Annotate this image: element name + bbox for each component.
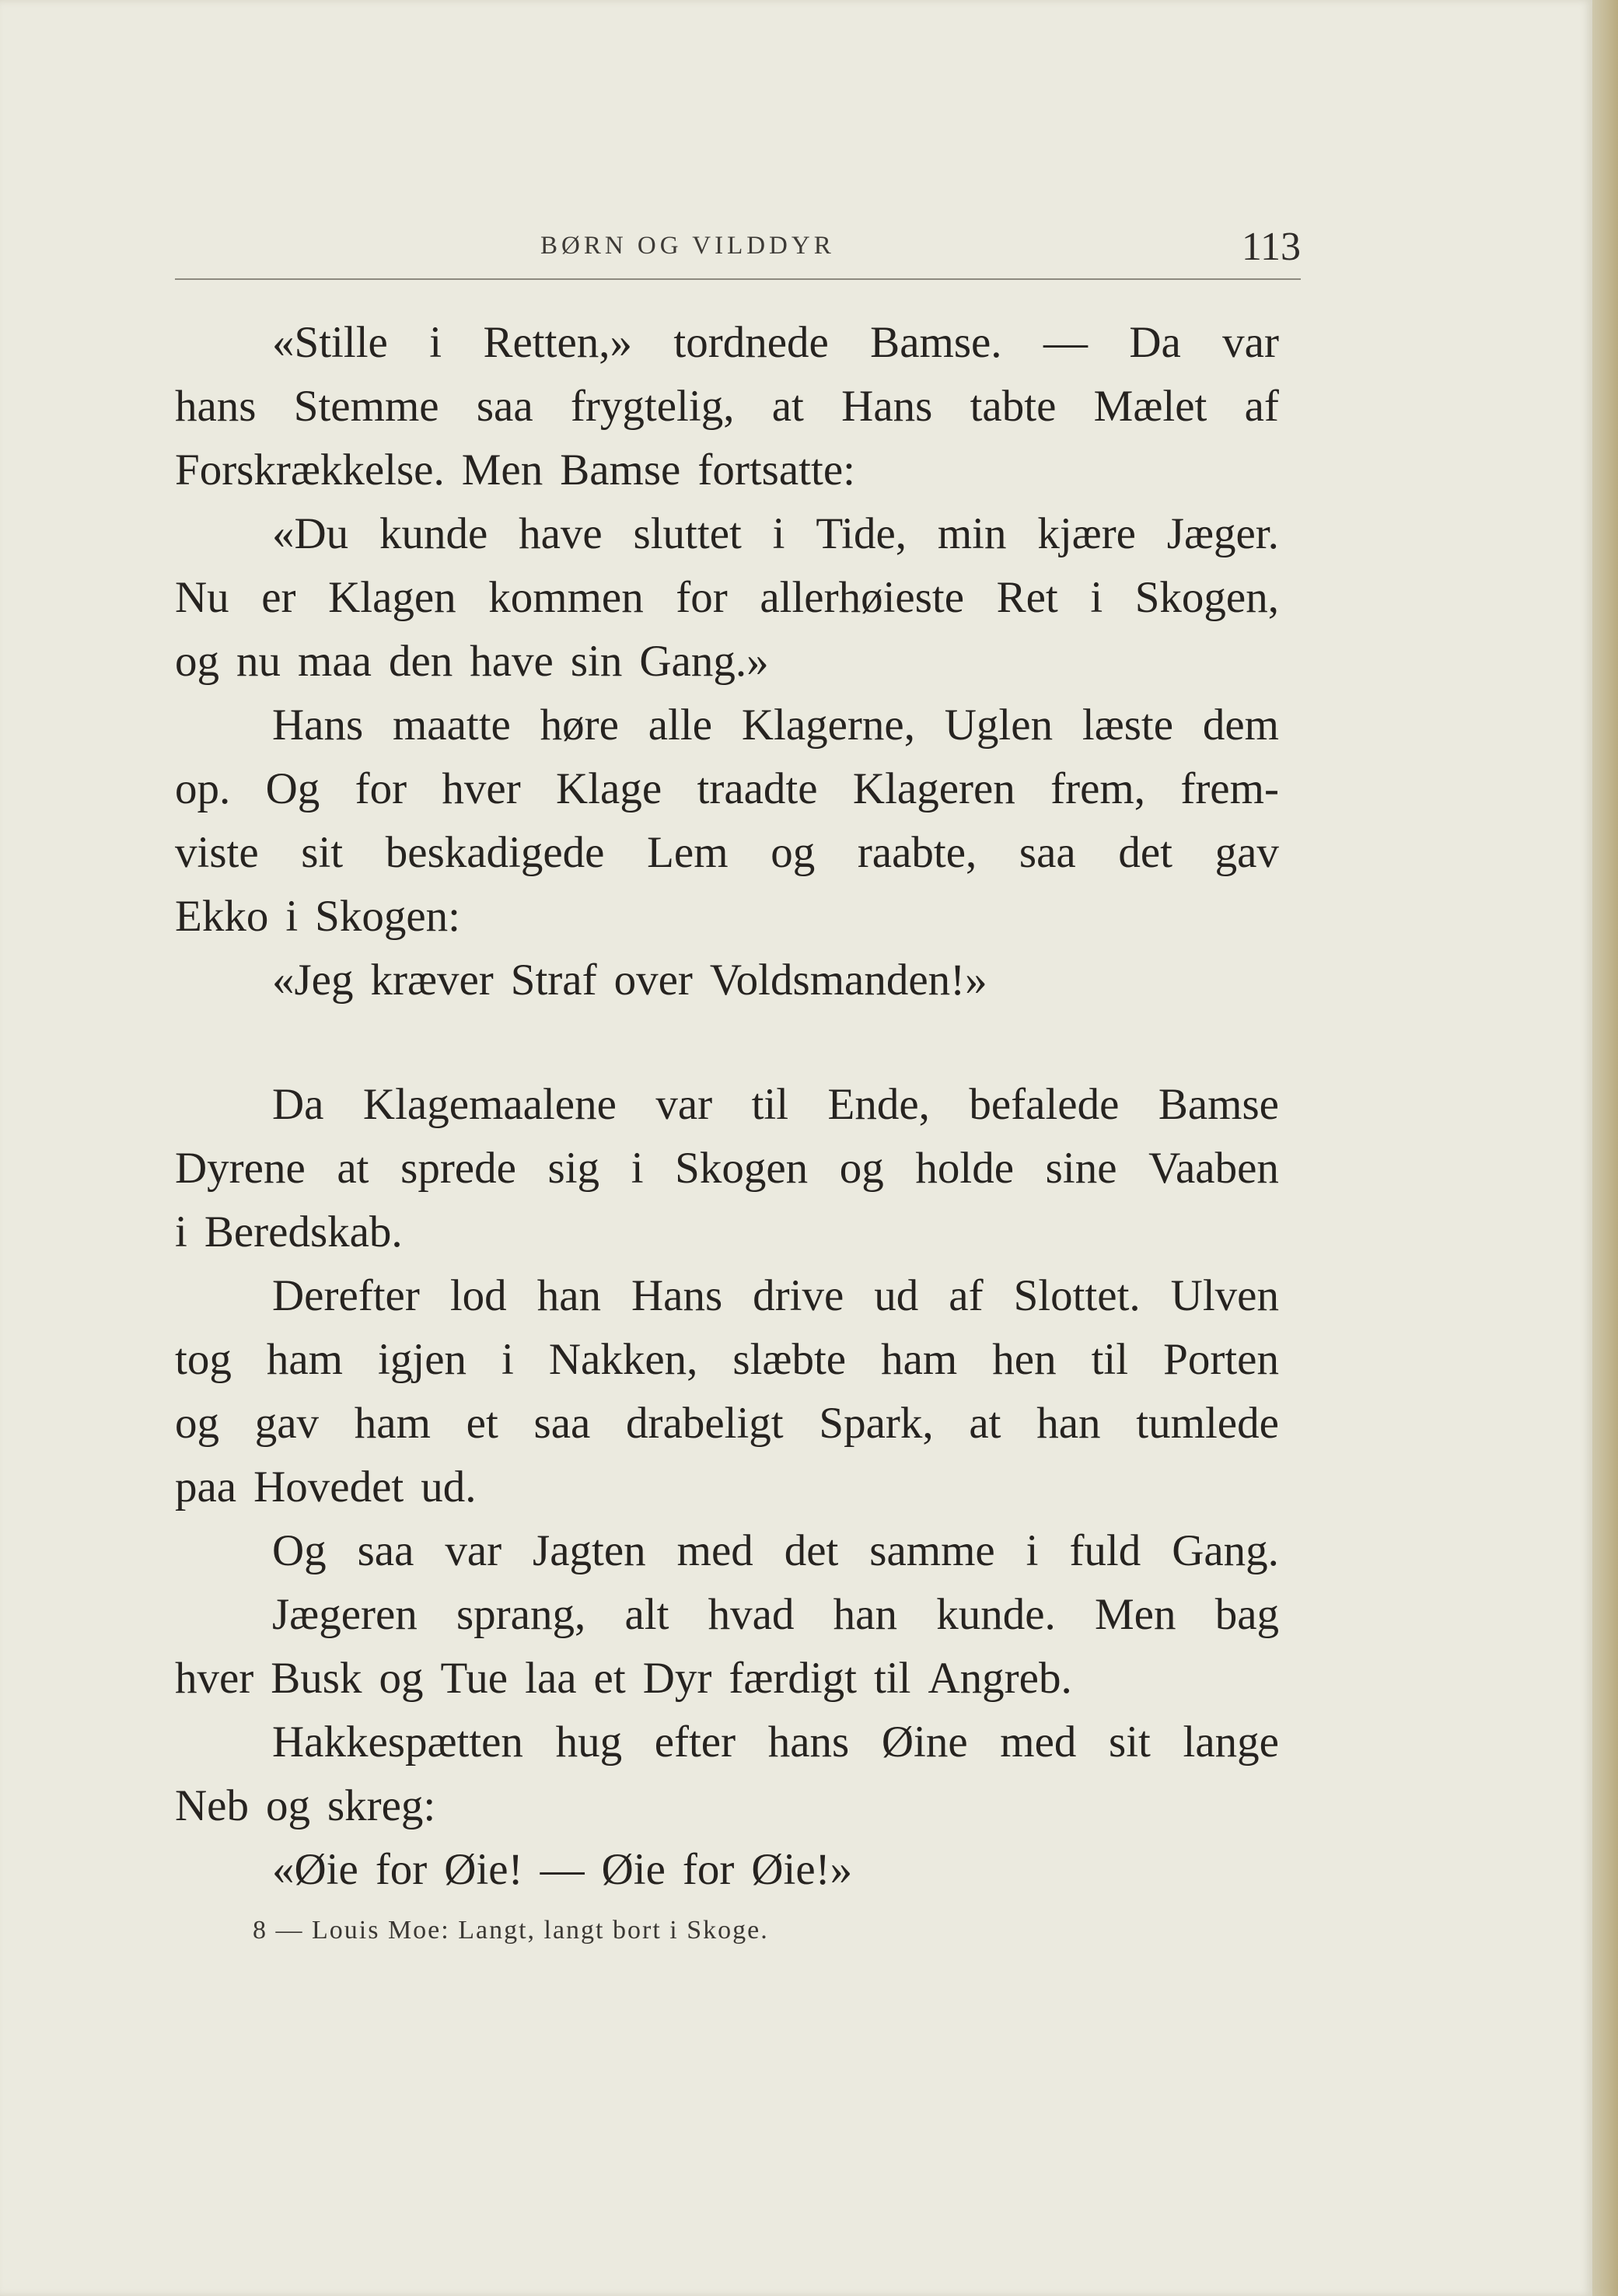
text-line xyxy=(175,630,1279,694)
word: Skogen, xyxy=(1134,573,1279,622)
word: Mælet xyxy=(1093,382,1207,431)
word: Hovedet xyxy=(253,1463,404,1511)
word: for xyxy=(682,1845,735,1894)
word: over xyxy=(613,956,693,1005)
text-line xyxy=(175,566,1279,630)
word: beskadigede xyxy=(385,828,605,877)
word: Bamse. xyxy=(870,318,1002,367)
word: Hans xyxy=(841,382,933,431)
word: sit xyxy=(1109,1718,1151,1767)
word: tordnede xyxy=(673,318,829,367)
word: Slottet. xyxy=(1013,1271,1141,1320)
word: igjen xyxy=(378,1335,467,1384)
word: at xyxy=(337,1144,369,1193)
word: Skogen: xyxy=(315,892,461,941)
word: og xyxy=(839,1144,884,1193)
word: Og xyxy=(265,764,320,813)
text-line xyxy=(175,1711,1279,1774)
word: have xyxy=(470,637,554,686)
word: færdigt xyxy=(729,1654,857,1703)
word: Ulven xyxy=(1170,1271,1279,1320)
word: gav xyxy=(254,1399,320,1448)
word: i xyxy=(772,509,785,558)
word: ud. xyxy=(421,1463,477,1511)
word: hvad xyxy=(708,1590,795,1639)
word: et xyxy=(466,1399,498,1448)
word: bag xyxy=(1214,1590,1279,1639)
word: Tide, xyxy=(816,509,907,558)
word: alle xyxy=(648,701,713,750)
word: drive xyxy=(753,1271,844,1320)
word: dem xyxy=(1202,701,1279,750)
word: maa xyxy=(298,637,372,686)
word: at xyxy=(969,1399,1001,1448)
word: Øie xyxy=(601,1845,666,1894)
word: og xyxy=(379,1654,424,1703)
word: Stemme xyxy=(293,382,439,431)
word: holde xyxy=(915,1144,1015,1193)
word: Retten,» xyxy=(483,318,632,367)
word: have xyxy=(519,509,603,558)
word: lod xyxy=(449,1271,507,1320)
word: i xyxy=(631,1144,644,1193)
word: Ret xyxy=(996,573,1058,622)
word: var xyxy=(655,1080,713,1129)
word: Voldsmanden!» xyxy=(709,956,987,1005)
word: den xyxy=(388,637,453,686)
word: Vaaben xyxy=(1148,1144,1279,1193)
word: hans xyxy=(767,1718,850,1767)
word: gav xyxy=(1214,828,1279,877)
text-line xyxy=(175,1519,1279,1583)
word: til xyxy=(1091,1335,1129,1384)
word: han xyxy=(536,1271,601,1320)
text-line xyxy=(175,1647,1279,1711)
word: hen xyxy=(992,1335,1057,1384)
word: er xyxy=(261,573,296,622)
word: Øine xyxy=(881,1718,968,1767)
word: raabte, xyxy=(857,828,977,877)
word: Klagemaalene xyxy=(362,1080,617,1129)
text-line xyxy=(175,757,1279,821)
word: sluttet xyxy=(633,509,742,558)
word: hans xyxy=(175,382,257,431)
word: saa xyxy=(1019,828,1076,877)
text-line xyxy=(175,1200,1279,1264)
word: kræver xyxy=(370,956,494,1005)
word: Forskrækkelse. xyxy=(175,446,445,494)
text-line xyxy=(175,949,1279,1012)
word: befalede xyxy=(969,1080,1120,1129)
word: Klage xyxy=(556,764,662,813)
word: han xyxy=(833,1590,897,1639)
word: Derefter xyxy=(272,1271,420,1320)
word: i xyxy=(1026,1526,1039,1575)
word: «Stille xyxy=(272,318,388,367)
word: op. xyxy=(175,764,231,813)
word: sprang, xyxy=(456,1590,586,1639)
word: sit xyxy=(301,828,344,877)
text-line xyxy=(175,1328,1279,1392)
word: tabte xyxy=(970,382,1057,431)
text-line xyxy=(175,1073,1279,1137)
word: ham xyxy=(881,1335,958,1384)
word: med xyxy=(676,1526,753,1575)
word: nu xyxy=(236,637,281,686)
word: Da xyxy=(272,1080,324,1129)
book-spine-edge xyxy=(1592,0,1618,2296)
word: Angreb. xyxy=(928,1654,1072,1703)
word: fuld xyxy=(1069,1526,1141,1575)
word: saa xyxy=(476,382,533,431)
word: i xyxy=(1090,573,1103,622)
word: Dyr xyxy=(642,1654,712,1703)
word: min xyxy=(937,509,1007,558)
word: fortsatte: xyxy=(697,446,855,494)
text-line xyxy=(175,1392,1279,1456)
word: viste xyxy=(175,828,259,877)
text-line xyxy=(175,1583,1279,1647)
text-line xyxy=(175,694,1279,757)
word: lange xyxy=(1183,1718,1279,1767)
text-line xyxy=(175,1264,1279,1328)
word: ham xyxy=(266,1335,343,1384)
word: frem- xyxy=(1180,764,1279,813)
word: Porten xyxy=(1163,1335,1279,1384)
word: kommen xyxy=(488,573,644,622)
text-line xyxy=(175,311,1279,375)
text-line xyxy=(175,1456,1279,1519)
word: saa xyxy=(357,1526,414,1575)
word: efter xyxy=(654,1718,736,1767)
word: for xyxy=(676,573,728,622)
word: kunde xyxy=(379,509,488,558)
word: Da xyxy=(1129,318,1181,367)
word: Klageren xyxy=(852,764,1015,813)
word: og xyxy=(175,1399,219,1448)
text-line xyxy=(175,439,1279,502)
word: Hakkespætten xyxy=(272,1718,523,1767)
word: Øie!» xyxy=(751,1845,853,1894)
word: frygtelig, xyxy=(570,382,735,431)
word: samme xyxy=(869,1526,995,1575)
word: sig xyxy=(547,1144,600,1193)
word: allerhøieste xyxy=(760,573,965,622)
running-title: BØRN OG VILDDYR xyxy=(540,232,835,260)
word: Hans xyxy=(631,1271,723,1320)
word: med xyxy=(1000,1718,1077,1767)
body-text xyxy=(175,311,1279,1902)
text-line xyxy=(175,1137,1279,1200)
word: maatte xyxy=(392,701,511,750)
word: tumlede xyxy=(1136,1399,1279,1448)
word: og xyxy=(771,828,816,877)
word: — xyxy=(540,1845,585,1894)
word: traadte xyxy=(697,764,818,813)
word: Klagerne, xyxy=(741,701,915,750)
word: høre xyxy=(540,701,619,750)
word: saa xyxy=(533,1399,591,1448)
word: Jagten xyxy=(533,1526,646,1575)
word: «Du xyxy=(272,509,349,558)
word: det xyxy=(1118,828,1172,877)
word: Dyrene xyxy=(175,1144,306,1193)
word: Gang. xyxy=(1172,1526,1279,1575)
word: Skogen xyxy=(675,1144,809,1193)
word: Beredskab. xyxy=(204,1207,403,1256)
page-number: 113 xyxy=(1241,225,1301,269)
word: alt xyxy=(624,1590,669,1639)
word: «Øie xyxy=(272,1845,358,1894)
word: at xyxy=(771,382,804,431)
word: hver xyxy=(175,1654,254,1703)
word: hver xyxy=(442,764,521,813)
word: sprede xyxy=(400,1144,516,1193)
word: drabeligt xyxy=(626,1399,784,1448)
word: skreg: xyxy=(327,1781,436,1830)
word: kjære xyxy=(1037,509,1136,558)
word: Bamse xyxy=(560,446,681,494)
word: af xyxy=(1244,382,1279,431)
word: Uglen xyxy=(944,701,1054,750)
word: ham xyxy=(354,1399,431,1448)
word: paa xyxy=(175,1463,237,1511)
word: Lem xyxy=(647,828,729,877)
word: han xyxy=(1036,1399,1101,1448)
word: og xyxy=(265,1781,310,1830)
word: Ende, xyxy=(827,1080,930,1129)
word: i xyxy=(429,318,442,367)
word: frem, xyxy=(1050,764,1145,813)
word: til xyxy=(874,1654,911,1703)
text-line xyxy=(175,502,1279,566)
word: Busk xyxy=(271,1654,362,1703)
word: Ekko xyxy=(175,892,269,941)
word: tog xyxy=(175,1335,232,1384)
word: var xyxy=(445,1526,502,1575)
word: Straf xyxy=(510,956,597,1005)
word: for xyxy=(355,764,407,813)
word: Neb xyxy=(175,1781,249,1830)
footnote-signature: 8 — Louis Moe: Langt, langt bort i Skoge. xyxy=(253,1916,769,1945)
text-line xyxy=(175,1774,1279,1838)
word: var xyxy=(1222,318,1279,367)
word: af xyxy=(949,1271,984,1320)
word: til xyxy=(751,1080,789,1129)
word: Gang.» xyxy=(639,637,769,686)
word: Hans xyxy=(272,701,364,750)
word: Men xyxy=(1094,1590,1176,1639)
text-line xyxy=(175,375,1279,439)
text-line xyxy=(175,885,1279,949)
page-header xyxy=(175,224,1301,280)
word: læste xyxy=(1082,701,1174,750)
word: ud xyxy=(874,1271,919,1320)
word: i xyxy=(285,892,299,941)
word: kunde. xyxy=(936,1590,1056,1639)
word: Jæger. xyxy=(1166,509,1279,558)
word: i xyxy=(501,1335,514,1384)
word: slæbte xyxy=(732,1335,847,1384)
word: Spark, xyxy=(819,1399,934,1448)
word: sin xyxy=(570,637,623,686)
word: — xyxy=(1043,318,1088,367)
word: hug xyxy=(555,1718,623,1767)
word: Klagen xyxy=(328,573,456,622)
word: Øie! xyxy=(444,1845,523,1894)
text-line xyxy=(175,821,1279,885)
word: Tue xyxy=(440,1654,508,1703)
word: Bamse xyxy=(1158,1080,1279,1129)
text-line xyxy=(175,1838,1279,1902)
word: sine xyxy=(1045,1144,1117,1193)
word: laa xyxy=(525,1654,577,1703)
word: Nakken, xyxy=(548,1335,698,1384)
word: Nu xyxy=(175,573,229,622)
word: Jægeren xyxy=(272,1590,418,1639)
word: Men xyxy=(461,446,543,494)
word: Og xyxy=(272,1526,327,1575)
word: «Jeg xyxy=(272,956,354,1005)
word: for xyxy=(375,1845,428,1894)
word: i xyxy=(175,1207,187,1256)
word: det xyxy=(784,1526,839,1575)
word: og xyxy=(175,637,219,686)
word: et xyxy=(593,1654,626,1703)
